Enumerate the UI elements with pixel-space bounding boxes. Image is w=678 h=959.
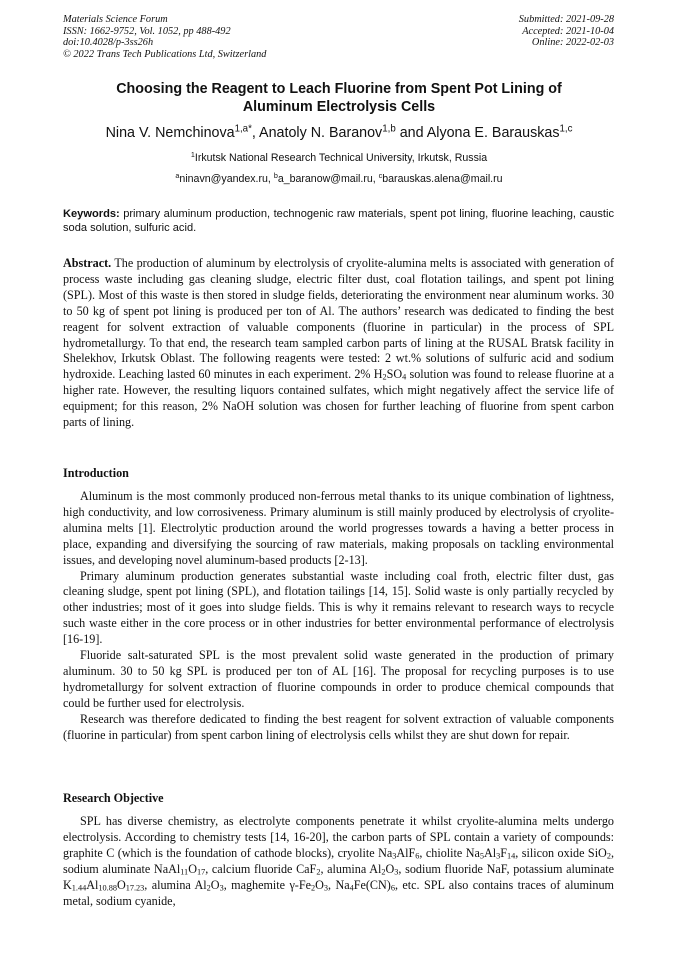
abstract-text: The production of aluminum by electrolysis of cryolite-alumina melts is associated with generation of process waste including gas cleaning sludge, electric filter dust, coal flotation tailings, and spent pot lining (SPL). Most of this waste is then stored in sludge fields, deteriorating the environment near aluminum works. 30 to 50 kg of spent pot lining is produced per ton of Al. The authors’ research was dedicated to finding the best reagent for solvent extraction of valuable components (fluorine in particular) in the process of SPL hydrometallurgy. To that end, the research team sampled carbon parts of lining at the RUSAL Bratsk facility in Shelekhov, Irkutsk Oblast. The following reagents were tested: 2 wt.% solutions of sulfuric acid and sodium hydroxide. Leaching lasted 60 minutes in each experiment. 2% H bbox=[63, 256, 614, 382]
email-c: barauskas.alena@mail.ru bbox=[382, 173, 503, 185]
research-objective-body bbox=[63, 814, 614, 909]
email-marker: c bbox=[378, 171, 383, 181]
keywords bbox=[63, 207, 614, 236]
paragraph: Fluoride salt-saturated SPL is the most prevalent solid waste generated in the production of primary aluminum. 30 to 50 kg SPL is produced per ton of AL [16]. The proposal for recycling purposes is to use hydrometallurgy for solvent extraction of fluorine compounds in order to produce chemical compounds that could be further used for electrolysis. bbox=[63, 648, 614, 710]
paper-title bbox=[60, 81, 618, 116]
subscript: 4 bbox=[402, 372, 407, 382]
email-a: ninavn@yandex.ru, bbox=[179, 173, 274, 185]
paragraph: Primary aluminum production generates substantial waste including coal froth, electric filter dust, gas cleaning sludge, spent pot lining (SPL), and flotation tailings [14, 15]. Solid waste is only partially recycled by other industries; most of it goes into sludge fields. This is why it remains relevant to research ways to recycle such waste either in the core process or in other industries for better environmental performance of electrolysis [16-19]. bbox=[63, 568, 614, 647]
affiliation-text: Irkutsk National Research Technical University, Irkutsk, Russia bbox=[194, 152, 488, 164]
email-marker: b bbox=[273, 171, 278, 181]
research-objective-heading: Research Objective bbox=[63, 791, 164, 805]
title-line-1: Choosing the Reagent to Leach Fluorine from Spent Pot Lining of bbox=[116, 81, 562, 97]
doi: doi:10.4028/p-3ss26h bbox=[63, 37, 154, 48]
keywords-text: primary aluminum production, technogenic raw materials, spent pot lining, fluorine leaching, caustic soda solution, sulfuric acid. bbox=[63, 208, 614, 235]
author-3-affil: 1,c bbox=[559, 123, 573, 135]
author-2: Anatoly N. Baranov bbox=[259, 125, 383, 141]
affiliation bbox=[40, 152, 638, 165]
title-line-2: Aluminum Electrolysis Cells bbox=[242, 98, 436, 115]
paragraph: Research was therefore dedicated to finding the best reagent for solvent extraction of valuable components (fluorine in particular) from spent carbon lining of electrolysis cells whilst they are shut down for repair. bbox=[63, 711, 614, 742]
abstract bbox=[63, 256, 614, 431]
paragraph: SPL has diverse chemistry, as electrolyte components penetrate it whilst cryolite-alumina melts undergo electrolysis. According to chemistry tests [14, 16-20], the carbon parts of SPL contain a variety of compounds: graphite C (which is the foundation of cathode blocks), cryolite $Na_3AlF_6$, chiolite $Na_5Al_3F_{14}$, silicon oxide SiO$_2$, sodium aluminate $NaAl_{11}O_{17}$, calcium fluoride CaF$_2$, alumina $Al_2O_3$, sodium fluoride NaF, potassium aluminate $K_{1.44}Al_{10.88}O_{17.23}$, alumina $Al_2O_3$, maghemite $\gamma-Fe_2O_3$, $Na_4Fe(CN)_6$, etc. SPL also contains traces of aluminum metal, sodium cyanide, bbox=[63, 814, 615, 908]
author-2-affil: 1,b bbox=[382, 123, 396, 135]
journal-name: Materials Science Forum bbox=[63, 14, 168, 25]
author-emails bbox=[40, 173, 638, 186]
copyright: © 2022 Trans Tech Publications Ltd, Switzerland bbox=[63, 48, 267, 60]
paragraph: Aluminum is the most commonly produced non-ferrous metal thanks to its unique combination of lightness, high conductivity, and low corrosiveness. Primary aluminum is still mainly produced by electrolysis of cryolite-alumina melts [1]. Electrolytic production around the world progresses towards a having a better process in place, expanding and diversifying the sourcing of raw materials, making proposals on tackling environmental issues, and developing novel aluminum-based products [2-13]. bbox=[63, 489, 614, 567]
accepted-date: Accepted: 2021-10-04 bbox=[522, 25, 614, 37]
submitted-date: Submitted: 2021-09-28 bbox=[518, 14, 614, 25]
author-separator: and bbox=[395, 125, 427, 141]
introduction-heading: Introduction bbox=[63, 466, 129, 480]
abstract-text: solution was found to release fluorine at a higher rate. However, the resulting liquors contained sulfates, which might negatively affect the service life of equipment; for this reason, 2% NaOH solution was chosen for further leaching of fluorine from spent carbon parts of lining. bbox=[63, 367, 614, 430]
abstract-text: SO bbox=[386, 367, 403, 382]
author-list bbox=[40, 124, 638, 142]
introduction-body bbox=[63, 489, 614, 744]
issn: ISSN: 1662-9752, Vol. 1052, pp 488-492 bbox=[63, 25, 231, 37]
online-date: Online: 2022-02-03 bbox=[531, 37, 614, 48]
email-marker: a bbox=[175, 171, 180, 181]
keywords-label: Keywords: bbox=[63, 208, 120, 220]
author-3: Alyona E. Barauskas bbox=[426, 125, 560, 141]
journal-header bbox=[63, 14, 383, 60]
author-separator: , bbox=[251, 125, 260, 141]
email-b: a_baranow@mail.ru, bbox=[277, 173, 379, 185]
dates-header bbox=[354, 14, 614, 49]
author-1-affil: 1,a* bbox=[234, 123, 252, 135]
author-1: Nina V. Nemchinova bbox=[105, 125, 235, 141]
abstract-label: Abstract. bbox=[63, 256, 112, 270]
subscript: 2 bbox=[382, 372, 387, 382]
affiliation-marker: 1 bbox=[190, 150, 195, 160]
